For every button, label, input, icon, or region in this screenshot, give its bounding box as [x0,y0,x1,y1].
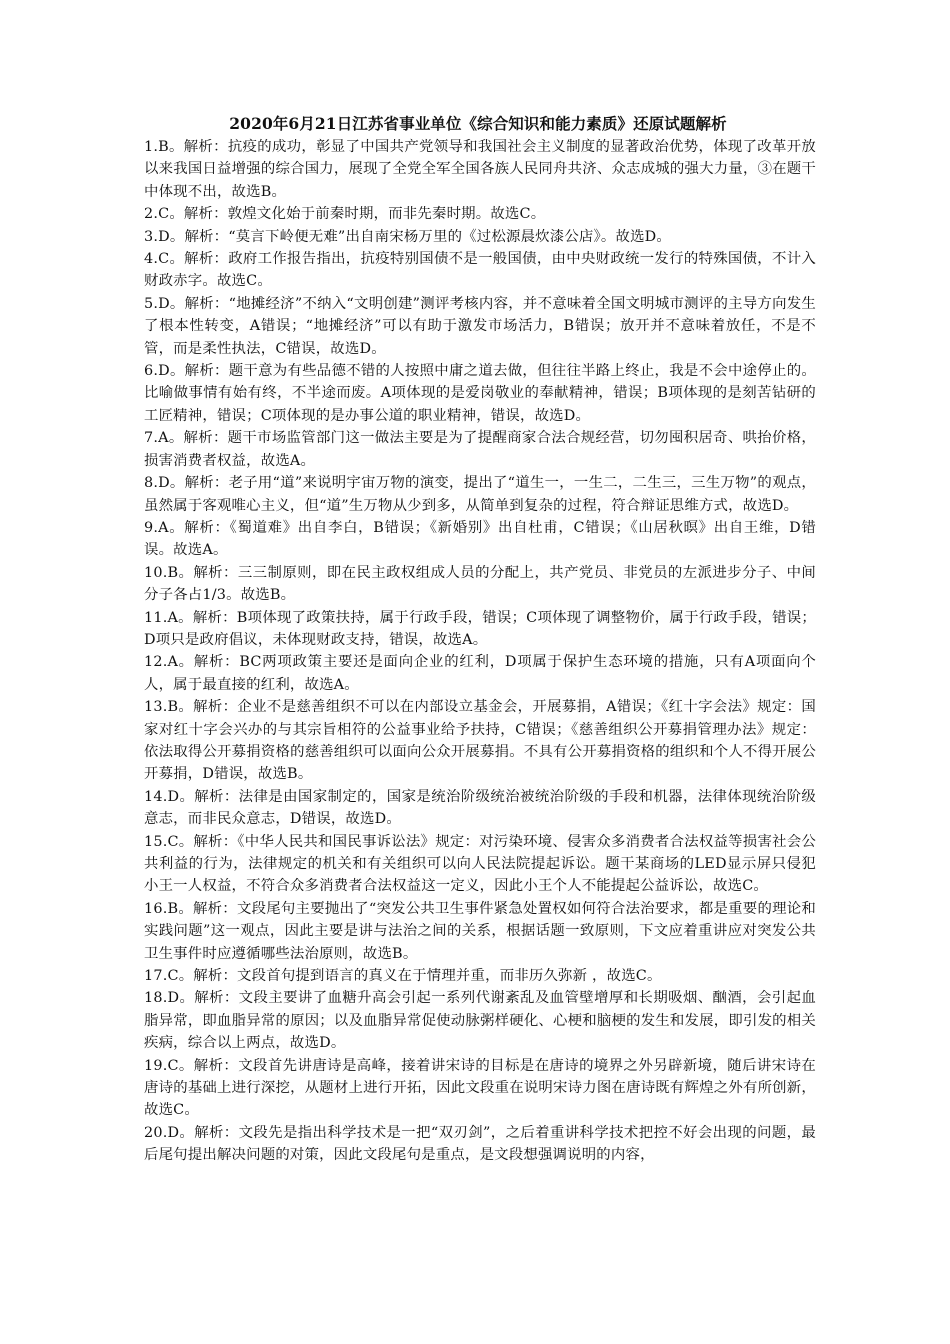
answer-item: 19.C。解析：文段首先讲唐诗是高峰，接着讲宋诗的目标是在唐诗的境界之外另辟新境，随后讲宋诗在唐诗的基础上进行深挖，从题材上进行开拓，因此文段重在说明宋诗力图在唐诗既有辉煌之外有所创新，故选C。 [144,1057,816,1119]
answer-item: 10.B。解析：三三制原则，即在民主政权组成人员的分配上，共产党员、非党员的左派进步分子、中间分子各占1/3。故选B。 [144,564,816,604]
page-title: 2020年6月21日江苏省事业单位《综合知识和能力素质》还原试题解析 [229,114,727,133]
answer-item: 7.A。解析：题干市场监管部门这一做法主要是为了提醒商家合法合规经营，切勿囤积居奇、哄抬价格，损害消费者权益，故选A。 [144,430,816,469]
answer-list [144,136,816,1167]
answer-item: 6.D。解析：题干意为有些品德不错的人按照中庸之道去做，但往往半路上终止，我是不会中途停止的。比喻做事情有始有终，不半途而废。A项体现的是爱岗敬业的奉献精神，错误；B项体现的是刻苦钻研的工匠精神，错误；C项体现的是办事公道的职业精神，错误，故选D。 [144,363,816,424]
answer-item: 9.A。解析：《蜀道难》出自李白，B错误；《新婚别》出自杜甫，C错误；《山居秋暝》出自王维，D错误。故选A。 [144,519,816,559]
answer-item: 18.D。解析：文段主要讲了血糖升高会引起一系列代谢紊乱及血管壁增厚和长期吸烟、酗酒，会引起血脂异常，即血脂异常的原因；以及血脂异常促使动脉粥样硬化、心梗和脑梗的发生和发展，即引发的相关疾病，综合以上两点，故选D。 [144,990,816,1052]
answer-item: 11.A。解析：B项体现了政策扶持，属于行政手段，错误；C项体现了调整物价，属于行政手段，错误；D项只是政府倡议，未体现财政支持，错误，故选A。 [144,609,816,648]
answer-item: 3.D。解析：“莫言下岭便无难”出自南宋杨万里的《过松源晨炊漆公店》。故选D。 [144,228,672,245]
answer-item: 8.D。解析：老子用“道”来说明宇宙万物的演变，提出了“道生一，一生二，二生三，三生万物”的观点，虽然属于客观唯心主义，但“道”生万物从少到多，从简单到复杂的过程，符合辩证思维方式，故选D。 [144,475,816,514]
answer-item: 20.D。解析：文段先是指出科学技术是一把“双刃剑”，之后着重讲科学技术把控不好会出现的问题，最后尾句提出解决问题的对策，因此文段尾句是重点，是文段想强调说明的内容， [144,1124,816,1164]
answer-item: 14.D。解析：法律是由国家制定的，国家是统治阶级统治被统治阶级的手段和机器，法律体现统治阶级意志，而非民众意志，D错误，故选D。 [144,788,816,828]
answer-item: 5.D。解析：“地摊经济”不纳入“文明创建”测评考核内容，并不意味着全国文明城市测评的主导方向发生了根本性转变，A错误；“地摊经济”可以有助于激发市场活力，B错误；放开并不意味着放任，不是不管，而是柔性执法，C错误，故选D。 [144,295,816,357]
answer-item: 12.A。解析：BC两项政策主要还是面向企业的红利，D项属于保护生态环境的措施，只有A项面向个人，属于最直接的红利，故选A。 [144,654,816,693]
answer-item: 16.B。解析：文段尾句主要抛出了“突发公共卫生事件紧急处置权如何符合法治要求，都是重要的理论和实践问题”这一观点，因此主要是讲与法治之间的关系，根据话题一致原则，下文应着重讲应对突发公共卫生事件时应遵循哪些法治原则，故选B。 [144,900,816,962]
answer-item: 2.C。解析：敦煌文化始于前秦时期，而非先秦时期。故选C。 [144,206,546,223]
answer-item: 15.C。解析：《中华人民共和国民事诉讼法》规定：对污染环境、侵害众多消费者合法权益等损害社会公共利益的行为，法律规定的机关和有关组织可以向人民法院提起诉讼。题干某商场的LED显示屏只侵犯小王一人权益，不符合众多消费者合法权益这一定义，因此小王个人不能提起公益诉讼，故选C。 [144,833,816,895]
answer-item: 4.C。解析：政府工作报告指出，抗疫特别国债不是一般国债，由中央财政统一发行的特殊国债，不计入财政赤字。故选C。 [144,251,816,290]
answer-item: 1.B。解析：抗疫的成功，彰显了中国共产党领导和我国社会主义制度的显著政治优势，体现了改革开放以来我国日益增强的综合国力，展现了全党全军全国各族人民同舟共济、众志成城的强大力量，③在题干中体现不出，故选B。 [144,139,816,200]
answer-item: 17.C。解析：文段首句提到语言的真义在于情理并重，而非历久弥新 ，故选C。 [144,968,662,985]
answer-item: 13.B。解析：企业不是慈善组织不可以在内部设立基金会，开展募捐，A错误；《红十字会法》规定：国家对红十字会兴办的与其宗旨相符的公益事业给予扶持，C错误；《慈善组织公开募捐管理办法》规定：依法取得公开募捐资格的慈善组织可以面向公众开展募捐。不具有公开募捐资格的组织和个人不得开展公开募捐，D错误，故选B。 [144,699,816,783]
